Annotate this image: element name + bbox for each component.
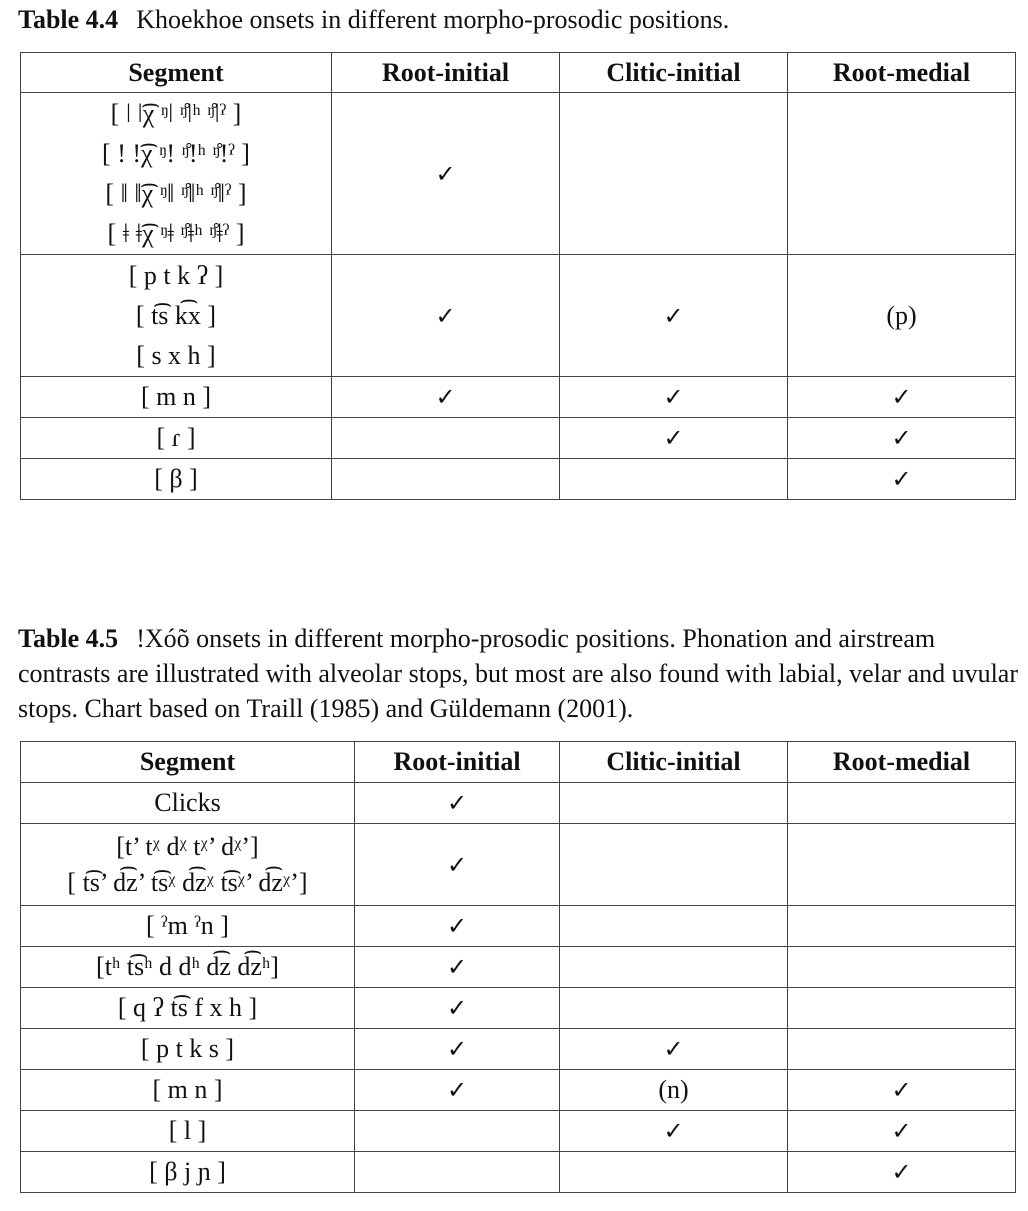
segment-text: [ t͡s k͡x ] xyxy=(135,300,217,330)
clitic-initial-cell: ✓ xyxy=(560,255,788,377)
segment-cell: [ q ʔ t͡s f x h ] xyxy=(21,988,355,1029)
table-row xyxy=(21,783,1016,824)
segment-cell xyxy=(21,824,355,906)
table-row xyxy=(21,377,1016,418)
column-header: Clitic-initial xyxy=(560,53,788,93)
table-row xyxy=(21,1029,1016,1070)
root-medial-cell xyxy=(788,906,1016,947)
segment-cell: [ l ] xyxy=(21,1111,355,1152)
segment-cell: [ m n ] xyxy=(21,377,332,418)
root-medial-cell xyxy=(788,1029,1016,1070)
segment-cell: [ m n ] xyxy=(21,1070,355,1111)
root-medial-cell xyxy=(788,93,1016,255)
root-medial-cell: ✓ xyxy=(788,1111,1016,1152)
clitic-initial-cell xyxy=(560,1152,788,1193)
root-medial-cell: ✓ xyxy=(788,459,1016,500)
column-header: Clitic-initial xyxy=(560,742,788,783)
root-initial-cell: ✓ xyxy=(355,906,560,947)
root-medial-cell: ✓ xyxy=(788,377,1016,418)
clitic-initial-cell: (n) xyxy=(560,1070,788,1111)
root-medial-cell xyxy=(788,824,1016,906)
table-4-4-caption xyxy=(18,2,1018,37)
root-initial-cell: ✓ xyxy=(332,377,560,418)
clitic-initial-cell xyxy=(560,947,788,988)
segment-text: [ p t k ʔ ] xyxy=(128,260,224,290)
root-initial-cell: ✓ xyxy=(332,93,560,255)
column-header: Root-initial xyxy=(332,53,560,93)
clitic-initial-cell xyxy=(560,783,788,824)
segment-cell: [ ˀm ˀn ] xyxy=(21,906,355,947)
table-row xyxy=(21,988,1016,1029)
segment-cell: Clicks xyxy=(21,783,355,824)
table-4-5 xyxy=(20,741,1016,1193)
root-initial-cell: ✓ xyxy=(332,255,560,377)
root-medial-cell: ✓ xyxy=(788,418,1016,459)
segment-text: [t’ tᵡ dᵡ tᵡ’ dᵡ’] xyxy=(116,831,259,861)
root-initial-cell: ✓ xyxy=(355,1029,560,1070)
caption-text: !Xóõ onsets in different morpho-prosodic positions. Phonation and airstream contrasts are illustrated with alveolar stops, but most are also found with labial, velar and uvular stops. Chart based on Traill (1985) and Güldemann (2001). xyxy=(18,624,1019,723)
clitic-initial-cell: ✓ xyxy=(560,1111,788,1152)
table-row xyxy=(21,906,1016,947)
table-row xyxy=(21,459,1016,500)
clitic-initial-cell xyxy=(560,988,788,1029)
segment-cell xyxy=(21,255,332,377)
segment-cell: [ p t k s ] xyxy=(21,1029,355,1070)
root-initial-cell: ✓ xyxy=(355,824,560,906)
segment-text: [ ǃ ǃ͡χ ᵑǃ ᵑ̊ǃʰ ᵑ̊ǃˀ ] xyxy=(102,138,250,168)
segment-text: [ s x h ] xyxy=(136,340,216,370)
header-row xyxy=(21,742,1016,783)
column-header: Segment xyxy=(21,742,355,783)
table-4-5-caption xyxy=(18,621,1018,726)
root-medial-cell xyxy=(788,947,1016,988)
table-row xyxy=(21,1152,1016,1193)
segment-text: [ t͡s’ d͡z’ t͡sᵡ d͡zᵡ t͡sᵡ’ d͡zᵡ’] xyxy=(67,867,308,897)
root-medial-cell xyxy=(788,988,1016,1029)
table-row xyxy=(21,93,1016,255)
column-header: Root-initial xyxy=(355,742,560,783)
root-initial-cell xyxy=(355,1111,560,1152)
segment-cell: [ ɾ ] xyxy=(21,418,332,459)
clitic-initial-cell xyxy=(560,93,788,255)
root-initial-cell xyxy=(332,459,560,500)
root-initial-cell xyxy=(355,1152,560,1193)
root-initial-cell: ✓ xyxy=(355,1070,560,1111)
clitic-initial-cell xyxy=(560,824,788,906)
root-medial-cell: (p) xyxy=(788,255,1016,377)
clitic-initial-cell: ✓ xyxy=(560,377,788,418)
table-row xyxy=(21,255,1016,377)
table-row xyxy=(21,824,1016,906)
table-label: Table 4.5 xyxy=(18,624,119,653)
segment-cell: [ β ] xyxy=(21,459,332,500)
column-header: Segment xyxy=(21,53,332,93)
segment-cell: [ β j ɲ ] xyxy=(21,1152,355,1193)
root-initial-cell: ✓ xyxy=(355,988,560,1029)
header-row xyxy=(21,53,1016,93)
column-header: Root-medial xyxy=(788,53,1016,93)
clitic-initial-cell: ✓ xyxy=(560,1029,788,1070)
root-medial-cell: ✓ xyxy=(788,1152,1016,1193)
root-initial-cell xyxy=(332,418,560,459)
root-initial-cell: ✓ xyxy=(355,947,560,988)
segment-cell xyxy=(21,93,332,255)
caption-text: Khoekhoe onsets in different morpho-prosodic positions. xyxy=(136,5,730,34)
root-medial-cell xyxy=(788,783,1016,824)
segment-text: [ ǀ ǀ͡χ ᵑǀ ᵑ̊ǀʰ ᵑ̊ǀˀ ] xyxy=(110,98,242,128)
table-row xyxy=(21,418,1016,459)
column-header: Root-medial xyxy=(788,742,1016,783)
clitic-initial-cell: ✓ xyxy=(560,418,788,459)
table-row xyxy=(21,947,1016,988)
clitic-initial-cell xyxy=(560,906,788,947)
segment-text: [ ǁ ǁ͡χ ᵑǁ ᵑ̊ǁʰ ᵑ̊ǁˀ ] xyxy=(105,178,247,208)
table-row xyxy=(21,1070,1016,1111)
table-label: Table 4.4 xyxy=(18,5,119,34)
table-row xyxy=(21,1111,1016,1152)
table-4-4 xyxy=(20,52,1016,500)
clitic-initial-cell xyxy=(560,459,788,500)
root-medial-cell: ✓ xyxy=(788,1070,1016,1111)
segment-text: [ ǂ ǂ͡χ ᵑǂ ᵑ̊ǂʰ ᵑ̊ǂˀ ] xyxy=(107,218,245,248)
root-initial-cell: ✓ xyxy=(355,783,560,824)
segment-cell: [tʰ t͡sʰ d dʰ d͡z d͡zʰ] xyxy=(21,947,355,988)
